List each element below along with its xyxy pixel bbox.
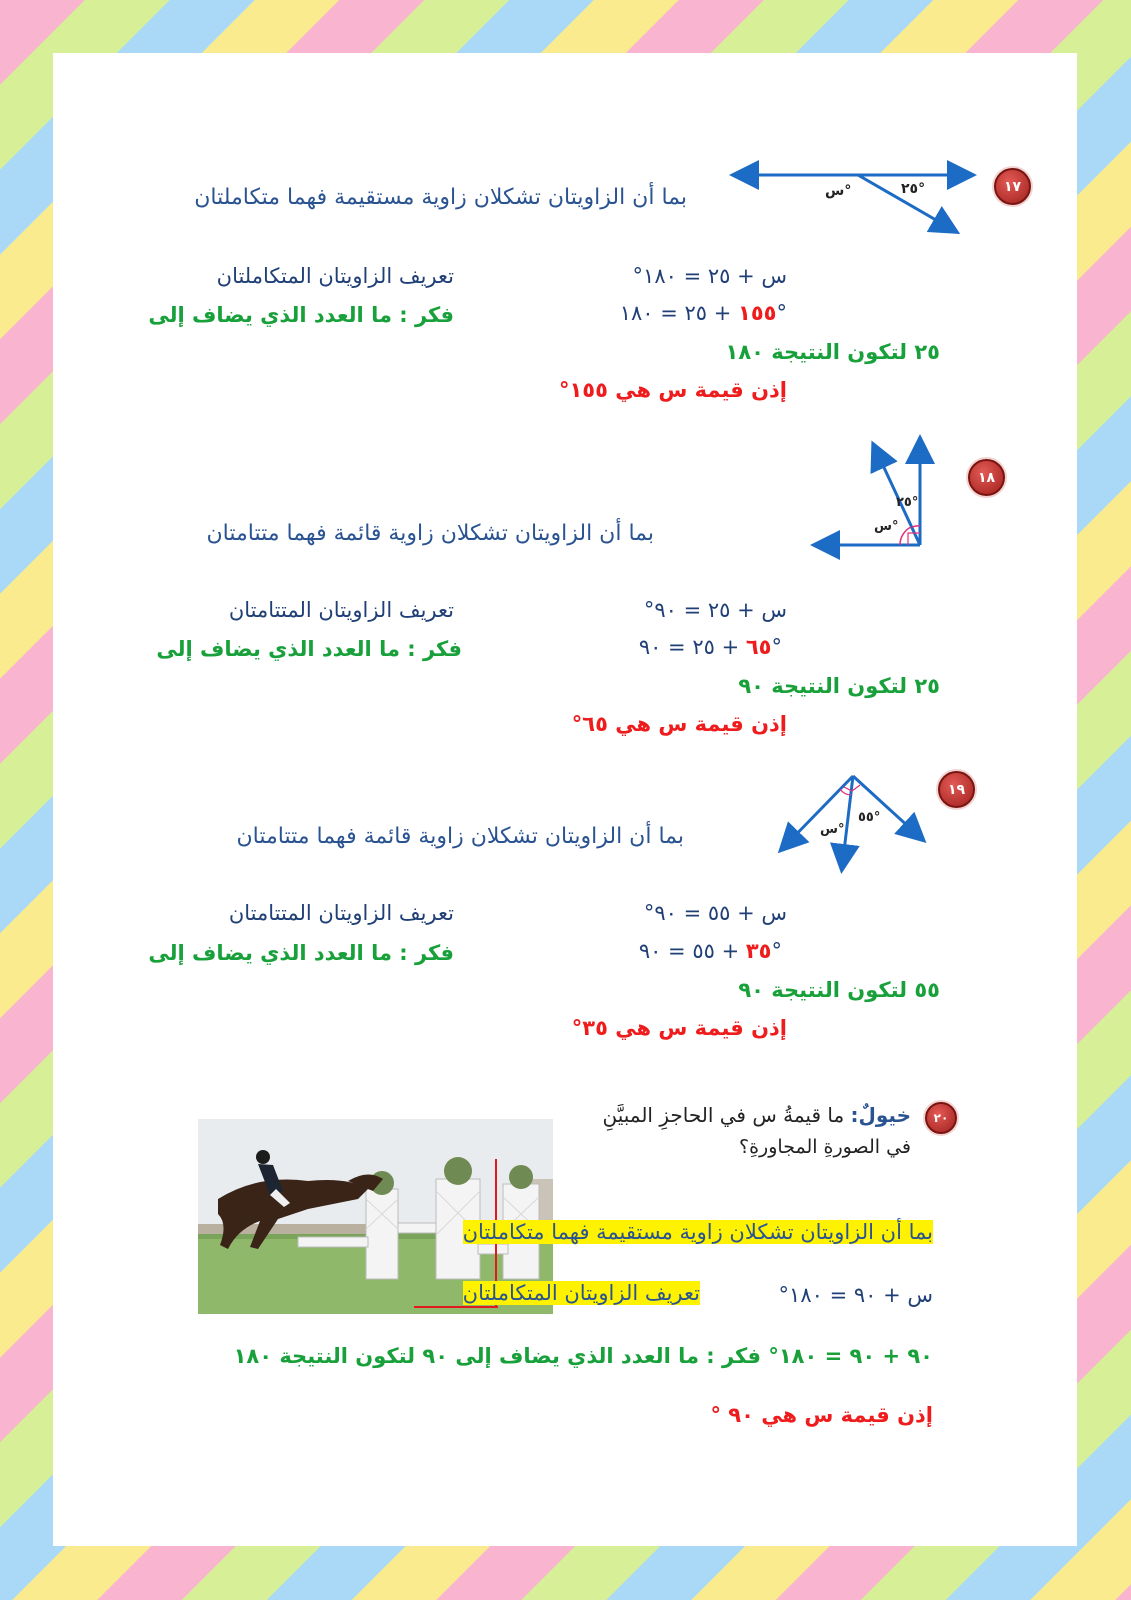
worksheet-page [53,53,1077,1546]
check-x-value: ٦٥ [745,635,772,659]
definition-text: تعريف الزاويتان المتتامتان [228,598,454,622]
angle-given-label: ٢٥° [896,495,919,510]
equation: س + ٥٥ = ٩٠° [643,901,787,925]
angle-x-label: س° [825,183,852,199]
right-angle-diagram [808,438,928,553]
think-continuation: ٢٥ لتكون النتيجة ٩٠ [738,674,940,698]
check-equation [639,635,782,659]
question-line-1 [602,1103,911,1127]
problem-number-badge [968,459,1005,496]
angle-given-label: ٢٥° [901,181,926,197]
straight-angle-diagram [733,161,973,236]
think-text: فكر : ما العدد الذي يضاف إلى [148,303,454,327]
reason-text: بما أن الزاويتان تشكلان زاوية مستقيمة فهما متكاملتان [194,185,687,210]
answer-text: إذن قيمة س هي ١٥٥° [558,378,787,402]
think-text: فكر : ما العدد الذي يضاف إلى [156,637,462,661]
problem-number: ١٨ [977,469,996,486]
problem-number: ١٩ [947,781,966,798]
question-text: ما قيمةُ س في الحاجزِ المبيَّنِ [602,1103,845,1127]
reason-text: بما أن الزاويتان تشكلان زاوية قائمة فهما متتامتان [236,824,684,849]
problem-number: ١٧ [1003,178,1022,195]
answer-text: إذن قيمة س هي ٣٥° [571,1016,787,1040]
angle-x-label: س° [820,822,845,837]
definition-text: تعريف الزاويتان المتكاملتان [462,1281,700,1305]
reason-text: بما أن الزاويتان تشكلان زاوية قائمة فهما متتامتان [206,521,654,546]
problem-number: ٢٠ [933,1111,949,1125]
equation: س + ٢٥ = ١٨٠° [632,264,787,288]
answer-text: إذن قيمة س هي ٩٠ ° [710,1403,933,1427]
check-and-think-line: ٩٠ + ٩٠ = ١٨٠° فكر : ما العدد الذي يضاف إلى ٩٠ لتكون النتيجة ١٨٠ [233,1344,933,1368]
equation: س + ٩٠ = ١٨٠° [778,1283,933,1307]
think-text: فكر : ما العدد الذي يضاف إلى [148,941,454,965]
check-rest: + ٥٥ = ٩٠° [638,939,782,963]
check-rest: + ٢٥ = ٩٠° [638,635,782,659]
check-x-value: ١٥٥ [738,301,777,325]
equation: س + ٢٥ = ٩٠° [643,598,787,622]
angle-given-label: ٥٥° [858,810,881,825]
think-continuation: ٥٥ لتكون النتيجة ٩٠ [738,978,940,1002]
check-x-value: ٣٥ [745,939,772,963]
angle-x-label: س° [874,519,899,534]
question-line-2: في الصورةِ المجاورةِ؟ [739,1136,911,1158]
reason-text: بما أن الزاويتان تشكلان زاوية مستقيمة فهما متكاملتان [462,1220,933,1244]
question-title: خيولٌ: [850,1103,911,1127]
check-equation [639,939,782,963]
right-angle-diagram [780,773,930,873]
problem-number-badge [925,1102,957,1134]
check-rest: + ٢٥ = ١٨٠° [619,301,787,325]
definition-text: تعريف الزاويتان المتكاملتان [216,264,454,288]
definition-text: تعريف الزاويتان المتتامتان [228,901,454,925]
check-equation [620,301,787,325]
problem-number-badge [938,771,975,808]
answer-text: إذن قيمة س هي ٦٥° [571,712,787,736]
problem-number-badge [994,168,1031,205]
think-continuation: ٢٥ لتكون النتيجة ١٨٠ [725,340,940,364]
